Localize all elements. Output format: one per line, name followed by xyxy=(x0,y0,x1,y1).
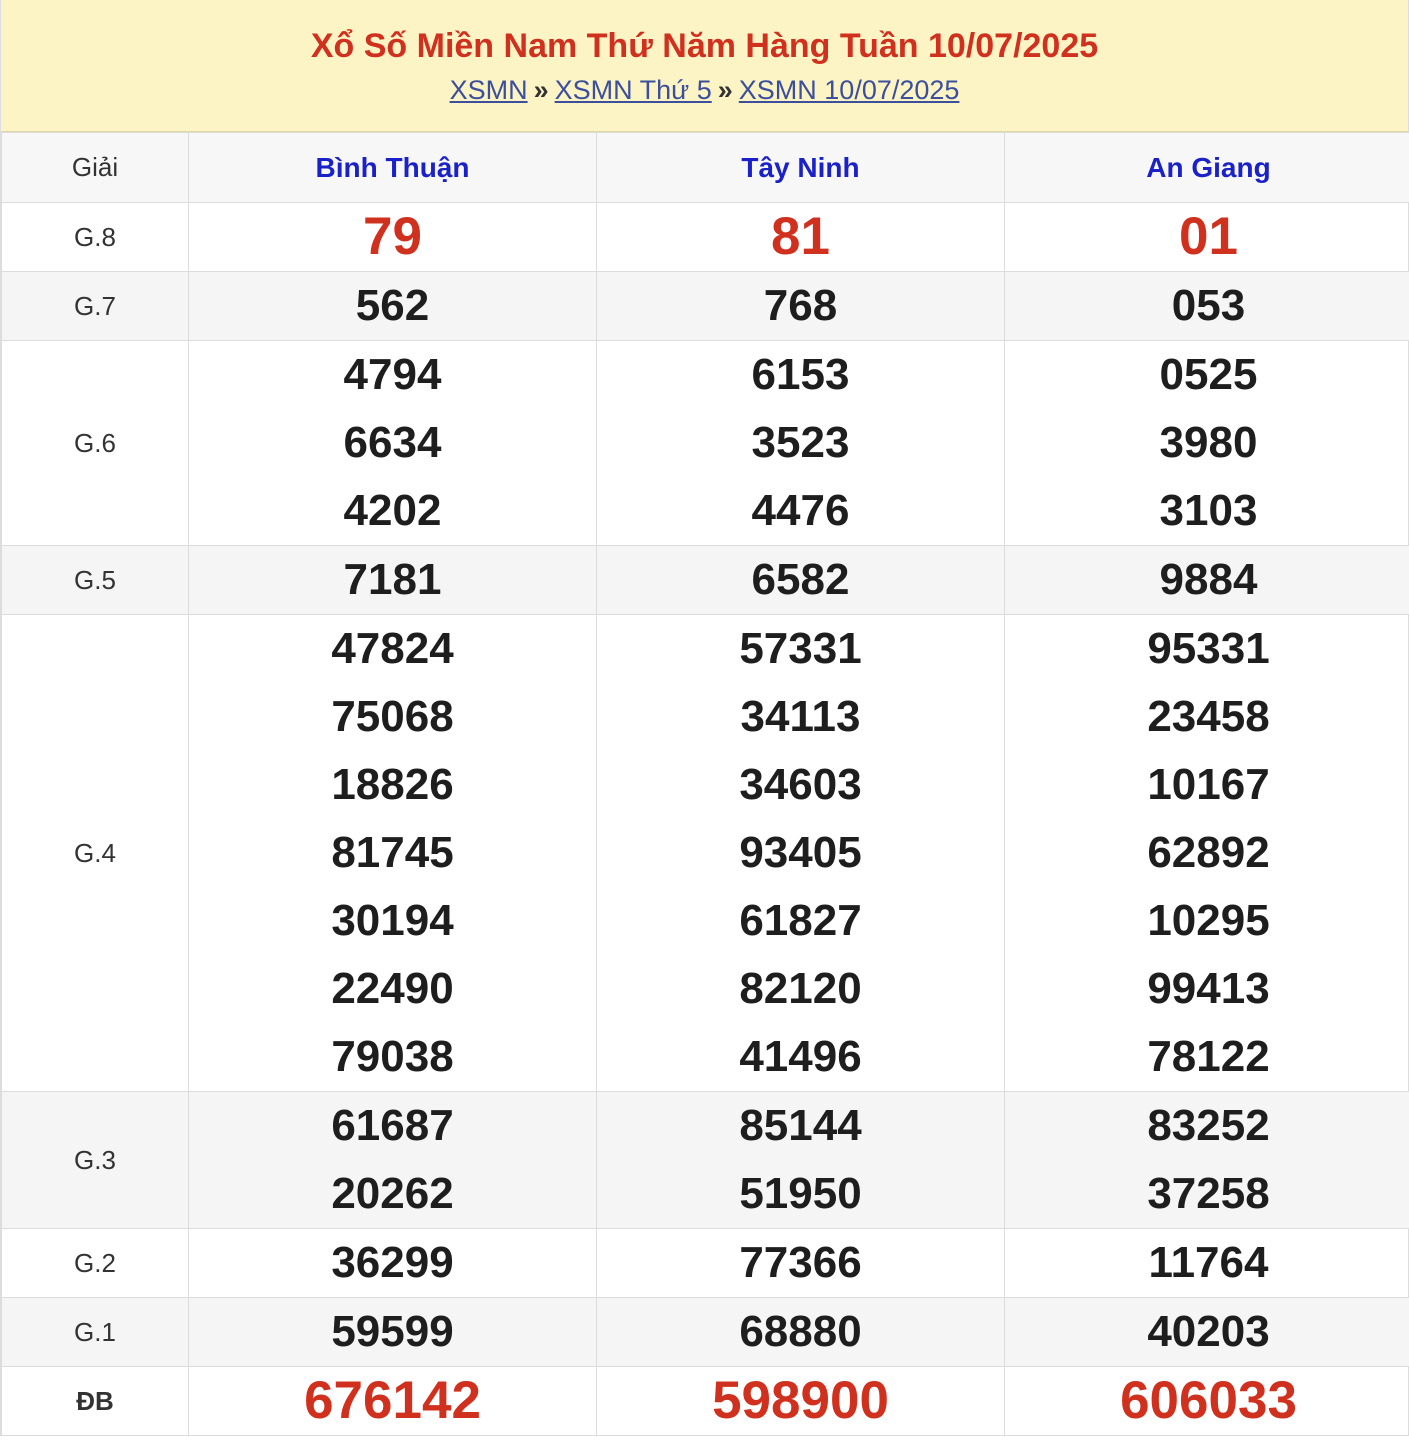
result-number: 68880 xyxy=(739,1307,862,1356)
result-number: 37258 xyxy=(1147,1169,1270,1218)
result-number: 47824 xyxy=(331,624,454,673)
result-number: 81745 xyxy=(331,828,454,877)
prize-row-g2 xyxy=(2,1229,1409,1298)
result-number: 10167 xyxy=(1147,760,1270,809)
result-number: 61827 xyxy=(739,896,862,945)
result-number: 9884 xyxy=(1159,555,1258,604)
result-cell xyxy=(597,1298,1005,1367)
result-cell xyxy=(1005,615,1409,1092)
prize-row-g4 xyxy=(2,615,1409,1092)
prize-row-g8 xyxy=(2,203,1409,272)
result-number: 598900 xyxy=(712,1371,889,1430)
result-cell xyxy=(189,341,597,546)
result-number: 3523 xyxy=(751,418,850,467)
result-number: 75068 xyxy=(331,692,454,741)
result-number: 51950 xyxy=(739,1169,862,1218)
province-name[interactable]: Bình Thuận xyxy=(315,151,470,183)
breadcrumb xyxy=(1,73,1408,107)
result-cell xyxy=(189,1367,597,1436)
result-number: 82120 xyxy=(739,964,862,1013)
result-number: 3103 xyxy=(1159,486,1258,535)
result-cell xyxy=(1005,1298,1409,1367)
prize-row-db xyxy=(2,1367,1409,1436)
result-number: 77366 xyxy=(739,1238,862,1287)
result-cell xyxy=(597,341,1005,546)
result-number: 59599 xyxy=(331,1307,454,1356)
result-cell xyxy=(189,1298,597,1367)
result-number: 606033 xyxy=(1120,1371,1297,1430)
result-number: 676142 xyxy=(304,1371,481,1430)
breadcrumb-separator: » xyxy=(533,75,549,105)
result-number: 22490 xyxy=(331,964,454,1013)
result-cell xyxy=(597,1092,1005,1229)
result-number: 57331 xyxy=(739,624,862,673)
prize-row-g5 xyxy=(2,546,1409,615)
results-table xyxy=(1,132,1409,1436)
prize-label: G.2 xyxy=(2,1229,189,1298)
prize-row-g1 xyxy=(2,1298,1409,1367)
result-cell xyxy=(1005,1367,1409,1436)
result-number: 34603 xyxy=(739,760,862,809)
prize-label: G.1 xyxy=(2,1298,189,1367)
result-cell xyxy=(1005,272,1409,341)
result-cell xyxy=(597,1367,1005,1436)
result-number: 7181 xyxy=(343,555,442,604)
prize-label: G.8 xyxy=(2,203,189,272)
prize-column-header: Giải xyxy=(2,133,189,203)
result-cell xyxy=(189,1092,597,1229)
results-header xyxy=(1,0,1408,132)
result-number: 62892 xyxy=(1147,828,1270,877)
result-cell xyxy=(189,546,597,615)
result-number: 40203 xyxy=(1147,1307,1270,1356)
result-number: 93405 xyxy=(739,828,862,877)
breadcrumb-link-xsmn-thu5[interactable]: XSMN Thứ 5 xyxy=(554,75,712,105)
result-number: 78122 xyxy=(1147,1032,1270,1081)
result-number: 562 xyxy=(355,281,430,330)
prize-label: ĐB xyxy=(2,1367,189,1436)
result-cell xyxy=(189,615,597,1092)
breadcrumb-separator: » xyxy=(717,75,733,105)
result-number: 41496 xyxy=(739,1032,862,1081)
result-number: 11764 xyxy=(1148,1238,1269,1287)
result-number: 99413 xyxy=(1147,964,1270,1013)
result-cell xyxy=(189,203,597,272)
result-number: 79 xyxy=(363,207,422,266)
result-cell xyxy=(1005,1229,1409,1298)
result-cell xyxy=(189,1229,597,1298)
table-header-row xyxy=(2,133,1409,203)
page-title: Xổ Số Miền Nam Thứ Năm Hàng Tuần 10/07/2025 xyxy=(310,27,1099,65)
result-number: 4794 xyxy=(343,350,442,399)
result-number: 053 xyxy=(1171,281,1246,330)
result-cell xyxy=(597,615,1005,1092)
result-number: 34113 xyxy=(740,692,861,741)
province-name[interactable]: Tây Ninh xyxy=(741,151,860,183)
result-number: 23458 xyxy=(1147,692,1270,741)
result-cell xyxy=(597,546,1005,615)
result-number: 20262 xyxy=(331,1169,454,1218)
result-cell xyxy=(597,203,1005,272)
result-number: 79038 xyxy=(331,1032,454,1081)
result-cell xyxy=(1005,341,1409,546)
result-cell xyxy=(1005,203,1409,272)
breadcrumb-link-xsmn-date[interactable]: XSMN 10/07/2025 xyxy=(738,75,960,105)
prize-row-g7 xyxy=(2,272,1409,341)
result-number: 6634 xyxy=(343,418,442,467)
prize-row-g3 xyxy=(2,1092,1409,1229)
result-number: 6153 xyxy=(751,350,850,399)
result-number: 768 xyxy=(763,281,838,330)
result-number: 0525 xyxy=(1159,350,1258,399)
result-cell xyxy=(1005,546,1409,615)
result-number: 4476 xyxy=(751,486,850,535)
result-number: 61687 xyxy=(331,1101,454,1150)
prize-label: G.7 xyxy=(2,272,189,341)
result-number: 01 xyxy=(1179,207,1238,266)
result-number: 81 xyxy=(771,207,830,266)
result-number: 36299 xyxy=(331,1238,454,1287)
result-cell xyxy=(597,1229,1005,1298)
result-number: 85144 xyxy=(739,1101,862,1150)
result-number: 18826 xyxy=(331,760,454,809)
province-header-tay-ninh[interactable] xyxy=(597,133,1005,203)
result-number: 10295 xyxy=(1147,896,1270,945)
prize-label: G.6 xyxy=(2,341,189,546)
breadcrumb-link-xsmn[interactable]: XSMN xyxy=(449,75,528,105)
prize-label: G.5 xyxy=(2,546,189,615)
result-number: 83252 xyxy=(1147,1101,1270,1150)
result-number: 95331 xyxy=(1147,624,1270,673)
prize-label: G.3 xyxy=(2,1092,189,1229)
result-number: 6582 xyxy=(751,555,850,604)
prize-label: G.4 xyxy=(2,615,189,1092)
result-cell xyxy=(1005,1092,1409,1229)
result-cell xyxy=(189,272,597,341)
prize-row-g6 xyxy=(2,341,1409,546)
province-header-an-giang[interactable] xyxy=(1005,133,1409,203)
result-number: 3980 xyxy=(1159,418,1258,467)
province-header-binh-thuan[interactable] xyxy=(189,133,597,203)
result-cell xyxy=(597,272,1005,341)
result-number: 30194 xyxy=(331,896,454,945)
result-number: 4202 xyxy=(343,486,442,535)
province-name[interactable]: An Giang xyxy=(1146,151,1271,183)
